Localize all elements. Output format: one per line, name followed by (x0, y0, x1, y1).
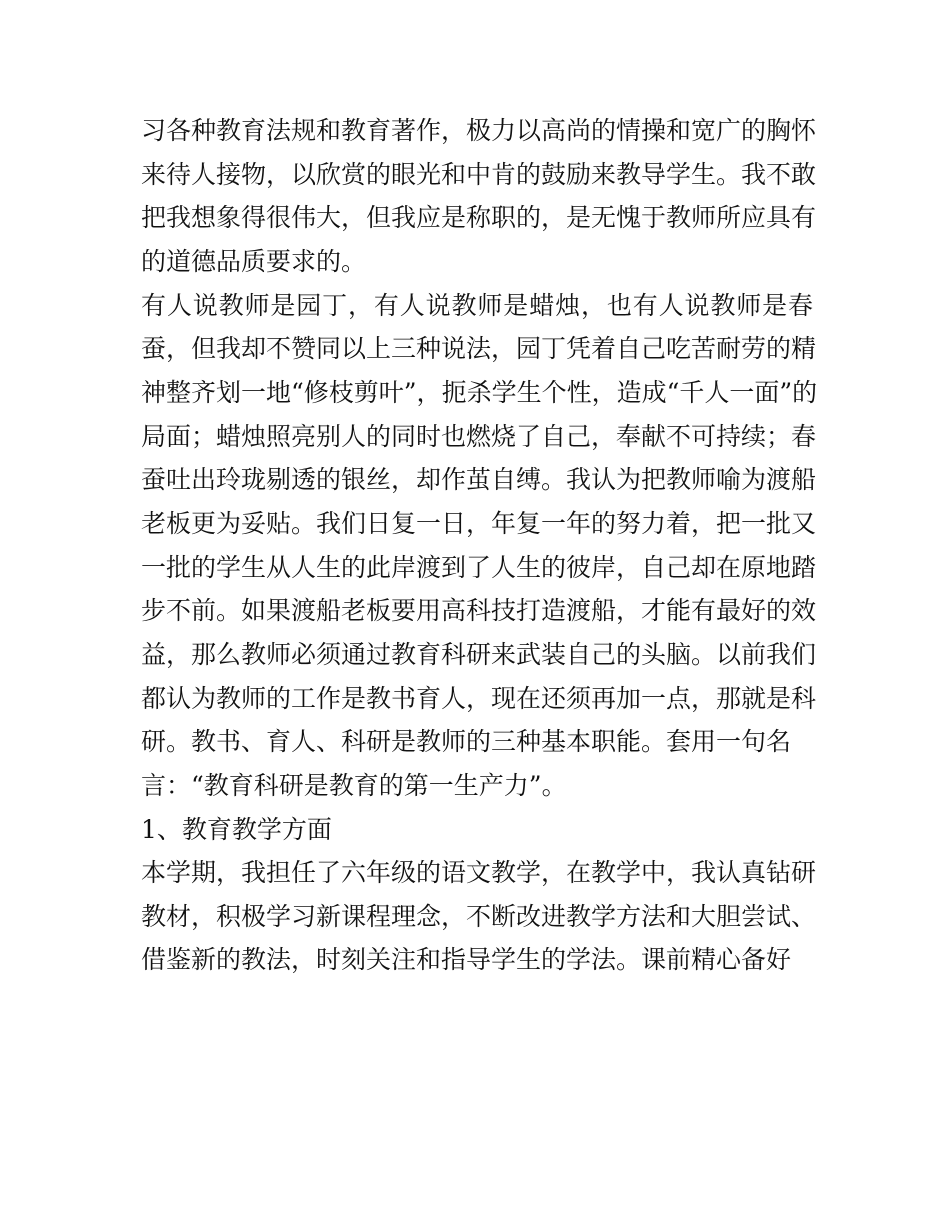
text-line: 把我想象得很伟大，但我应是称职的，是无愧于教师所应具有 (141, 203, 817, 233)
text-line: 本学期，我担任了六年级的语文教学，在教学中，我认真钻研 (141, 858, 817, 888)
section-heading: 1、教育教学方面 (141, 814, 332, 844)
text-line: 神整齐划一地“修枝剪叶”，扼杀学生个性，造成“千人一面”的 (141, 377, 818, 407)
text-line: 研。教书、育人、科研是教师的三种基本职能。套用一句名 (141, 727, 792, 757)
text-line: 益，那么教师必须通过教育科研来武装自己的头脑。以前我们 (141, 639, 817, 669)
text-line: 借鉴新的教法，时刻关注和指导学生的学法。课前精心备好 (141, 945, 792, 975)
text-line: 来待人接物，以欣赏的眼光和中肯的鼓励来教导学生。我不敢 (141, 159, 817, 189)
text-line: 蚕，但我却不赞同以上三种说法，园丁凭着自己吃苦耐劳的精 (141, 334, 817, 364)
text-line: 局面；蜡烛照亮别人的同时也燃烧了自己，奉献不可持续；春 (141, 421, 817, 451)
text-line: 言：“教育科研是教育的第一生产力”。 (141, 770, 567, 800)
text-line: 步不前。如果渡船老板要用高科技打造渡船，才能有最好的效 (141, 596, 817, 626)
text-line: 都认为教师的工作是教书育人，现在还须再加一点，那就是科 (141, 683, 817, 713)
text-line: 一批的学生从人生的此岸渡到了人生的彼岸，自己却在原地踏 (141, 552, 817, 582)
text-line: 习各种教育法规和教育著作，极力以高尚的情操和宽广的胸怀 (141, 116, 817, 145)
text-line: 教材，积极学习新课程理念，不断改进教学方法和大胆尝试、 (141, 901, 817, 931)
text-line: 有人说教师是园丁，有人说教师是蜡烛，也有人说教师是春 (141, 290, 813, 320)
text-line: 蚕吐出玲珑剔透的银丝，却作茧自缚。我认为把教师喻为渡船 (141, 465, 817, 495)
document-body (141, 110, 818, 980)
text-line: 的道德品质要求的。 (141, 246, 367, 276)
text-line: 老板更为妥贴。我们日复一日，年复一年的努力着，把一批又 (141, 508, 817, 538)
